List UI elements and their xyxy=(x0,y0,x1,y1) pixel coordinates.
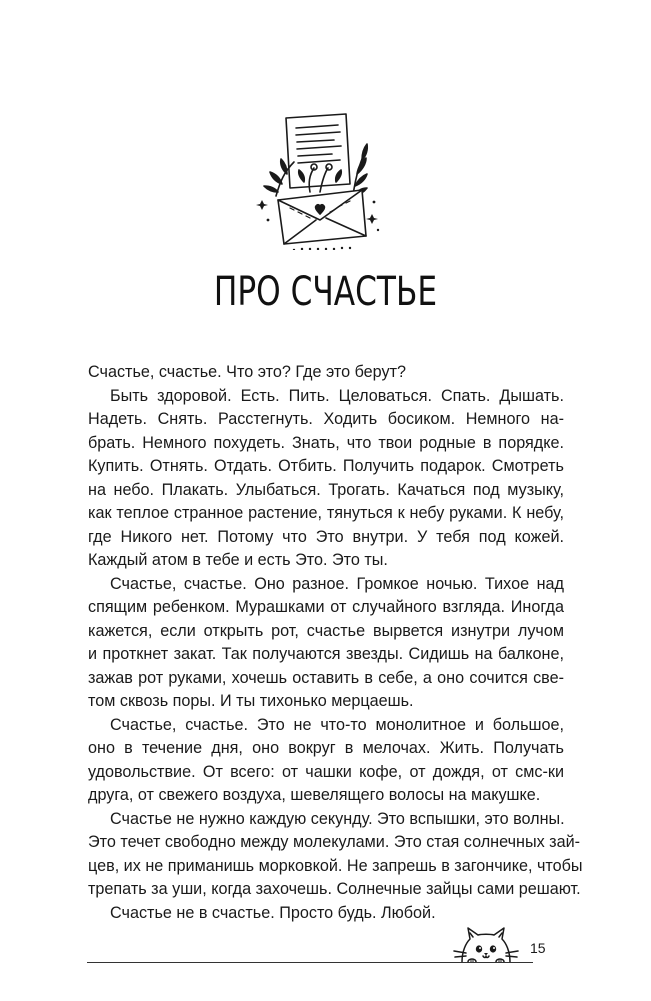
envelope-letter-plants-icon xyxy=(254,104,384,250)
text-line: Счастье, счастье. Оно разное. Громкое ночью. Тихое над xyxy=(110,574,564,593)
paragraph-5 xyxy=(88,808,583,902)
text-line: на небо. Плакать. Улыбаться. Трогать. Качаться под музыку, xyxy=(88,480,564,499)
text-line: Быть здоровой. Есть. Пить. Целоваться. Спать. Дышать. xyxy=(110,386,564,405)
text-line: трепать за уши, когда захочешь. Солнечные зайцы сами решают. xyxy=(88,880,581,898)
text-line: кажется, если открыть рот, счастье вырвется изнутри лучом xyxy=(88,621,564,640)
text-line: оно в течение дня, оно вокруг в мелочах. Жить. Получать xyxy=(88,739,564,757)
paragraph-2 xyxy=(88,385,564,573)
paragraph-1 xyxy=(88,361,564,385)
text-line: Это течет свободно между молекулами. Это стая солнечных зай- xyxy=(88,833,581,851)
page-number: 15 xyxy=(530,940,546,956)
text-line: Купить. Отнять. Отдать. Отбить. Получить подарок. Смотреть xyxy=(88,457,564,475)
text-line: Каждый атом в тебе и есть Это. Это ты. xyxy=(88,551,388,569)
paragraph-3 xyxy=(88,573,564,714)
text-line: Надеть. Снять. Расстегнуть. Ходить босиком. Немного на- xyxy=(88,410,564,428)
text-line: где Никого нет. Потому что Это внутри. У тебя под кожей. xyxy=(88,527,564,546)
text-line: Счастье, счастье. Это не что-то монолитное и большое, xyxy=(110,715,564,734)
text-line: Счастье не в счастье. Просто будь. Любой. xyxy=(110,903,436,922)
text-line: как теплое странное растение, тянуться к небу руками. К небу, xyxy=(88,504,564,522)
text-line: зажав рот руками, хочешь оставить в себе, а оно сочится све- xyxy=(88,668,564,687)
chapter-title: ПРО СЧАСТЬЕ xyxy=(213,269,438,315)
text-line: удовольствие. От всего: от чашки кофе, от дождя, от смс-ки xyxy=(88,762,564,781)
peeking-cat-icon xyxy=(446,925,528,973)
text-line: брать. Немного похудеть. Знать, что твои родные в порядке. xyxy=(88,433,564,452)
paragraph-6 xyxy=(88,902,564,926)
text-line: и проткнет закат. Так получаются звезды. Сидишь на балконе, xyxy=(88,645,564,663)
text-line: том сквозь поры. И ты тихонько мерцаешь. xyxy=(88,692,414,710)
text-line: спящим ребенком. Мурашками от случайного взгляда. Иногда xyxy=(88,598,564,616)
text-line: Счастье, счастье. Что это? Где это берут? xyxy=(88,363,407,381)
text-line: цев, их не приманишь морковкой. Не запрешь в загончике, чтобы xyxy=(88,856,583,875)
paragraph-4 xyxy=(88,714,564,808)
text-line: друга, от свежего воздуха, шевелящего волосы на макушке. xyxy=(88,786,541,804)
body-text xyxy=(88,361,583,925)
footer-divider xyxy=(87,962,533,963)
text-line: Счастье не нужно каждую секунду. Это вспышки, это волны. xyxy=(110,809,565,828)
